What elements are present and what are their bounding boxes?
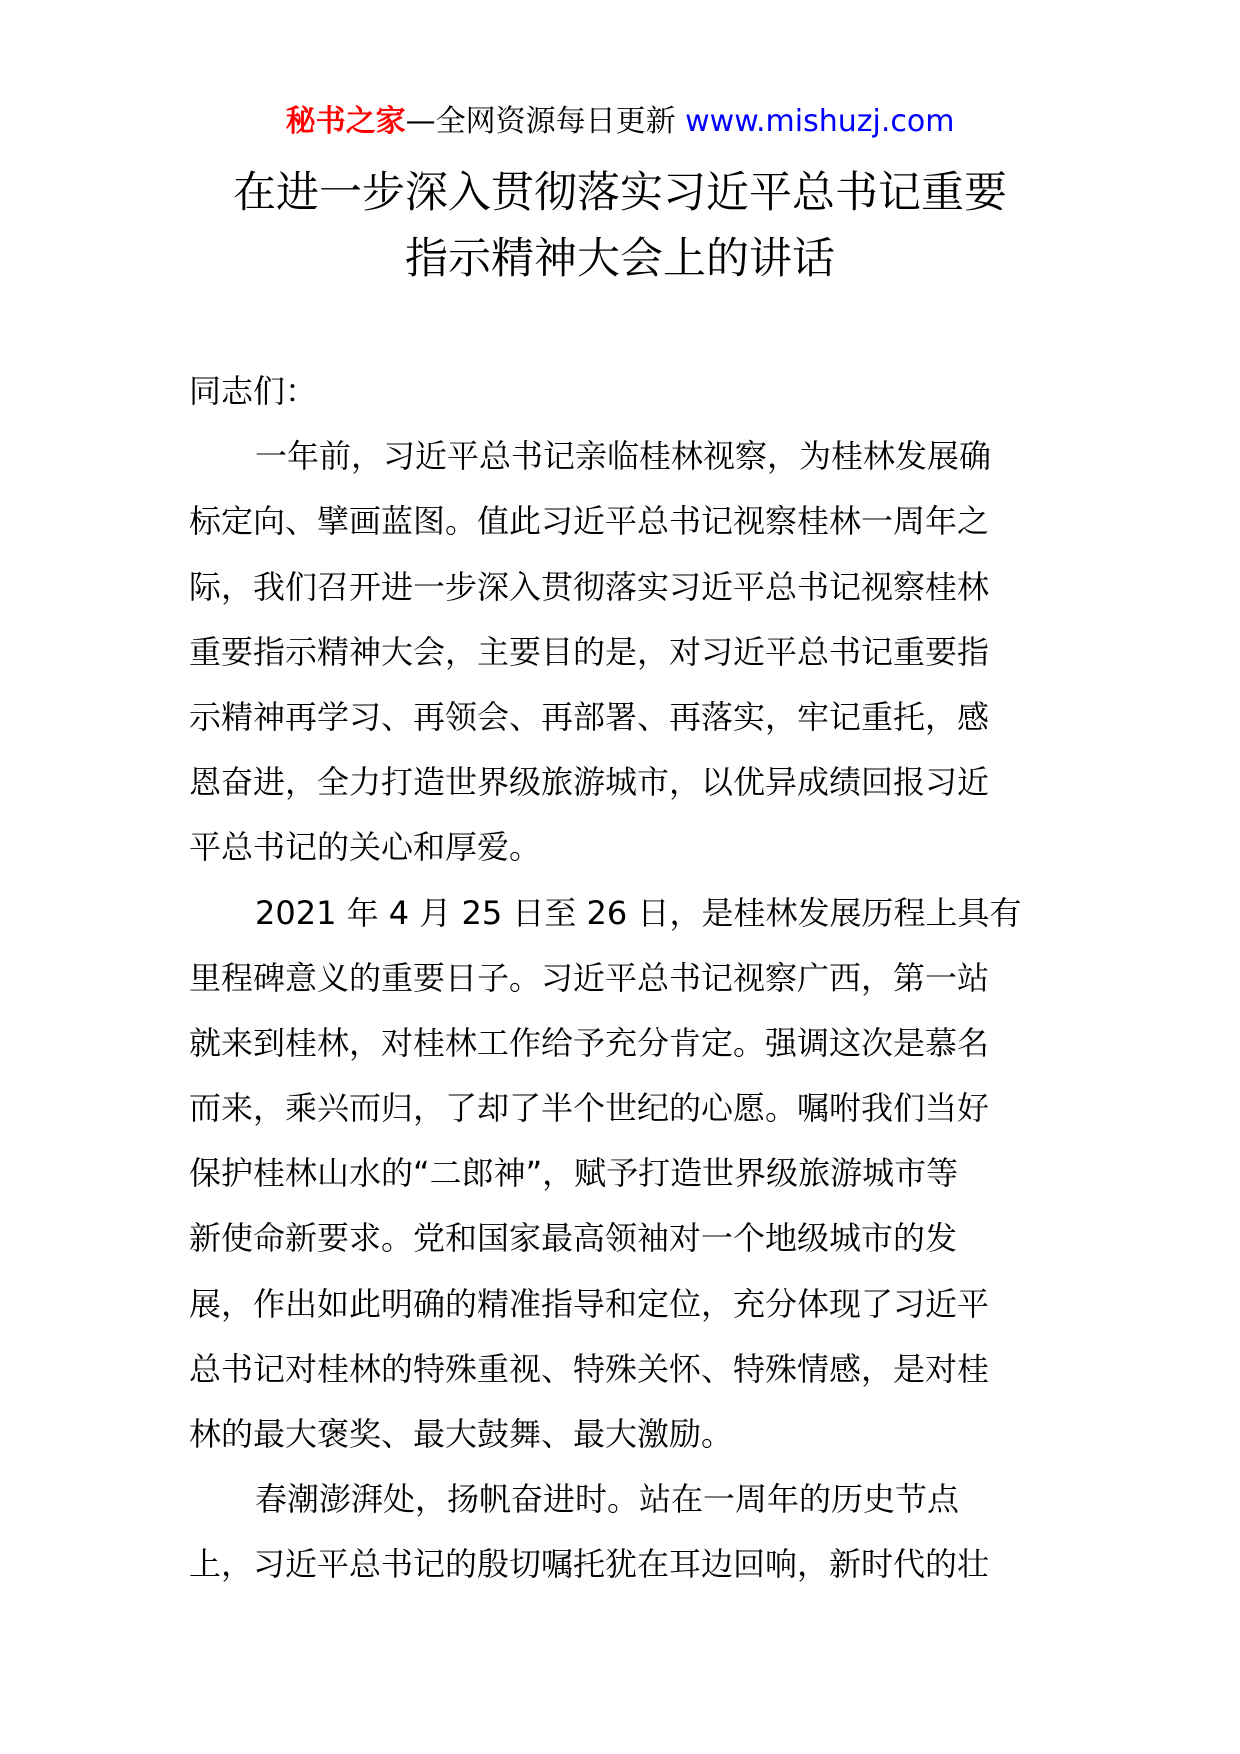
paragraph-line: 春潮澎湃处，扬帆奋进时。站在一周年的历史节点 bbox=[255, 1480, 960, 1519]
paragraph-line: 一年前，习近平总书记亲临桂林视察，为桂林发展确 bbox=[255, 437, 992, 476]
paragraph-line: 示精神再学习、再领会、再部署、再落实，牢记重托，感 bbox=[189, 697, 990, 736]
paragraph-line: 而来，乘兴而归，了却了半个世纪的心愿。嘱咐我们当好 bbox=[189, 1089, 990, 1128]
document-body bbox=[189, 359, 1059, 1598]
paragraph-line: 重要指示精神大会，主要目的是，对习近平总书记重要指 bbox=[189, 632, 990, 671]
document-title bbox=[0, 160, 1240, 292]
paragraph-line: 标定向、擘画蓝图。值此习近平总书记视察桂林一周年之 bbox=[189, 502, 990, 541]
paragraph-line: 就来到桂林，对桂林工作给予充分肯定。强调这次是慕名 bbox=[189, 1023, 990, 1062]
site-header bbox=[0, 102, 1240, 142]
title-line-1: 在进一步深入贯彻落实习近平总书记重要 bbox=[233, 168, 1007, 218]
header-tagline: —全网资源每日更新 bbox=[405, 104, 676, 139]
title-line-2: 指示精神大会上的讲话 bbox=[405, 234, 835, 284]
paragraph-line: 新使命新要求。党和国家最高领袖对一个地级城市的发 bbox=[189, 1219, 958, 1258]
salutation: 同志们： bbox=[189, 372, 318, 410]
paragraph-line: 上，习近平总书记的殷切嘱托犹在耳边回响，新时代的壮 bbox=[189, 1545, 990, 1584]
site-url-link[interactable]: www.mishuzj.com bbox=[685, 104, 955, 139]
paragraph-line: 总书记对桂林的特殊重视、特殊关怀、特殊情感，是对桂 bbox=[189, 1349, 990, 1388]
brand-name: 秘书之家 bbox=[285, 104, 406, 139]
paragraph-line: 展，作出如此明确的精准指导和定位，充分体现了习近平 bbox=[189, 1284, 990, 1323]
paragraph-line: 林的最大褒奖、最大鼓舞、最大激励。 bbox=[189, 1415, 734, 1453]
paragraph-line: 保护桂林山水的“二郎神”，赋予打造世界级旅游城市等 bbox=[189, 1154, 959, 1193]
paragraph-line: 里程碑意义的重要日子。习近平总书记视察广西，第一站 bbox=[189, 958, 990, 997]
paragraph-line: 平总书记的关心和厚爱。 bbox=[189, 828, 542, 867]
paragraph-line: 际，我们召开进一步深入贯彻落实习近平总书记视察桂林 bbox=[189, 567, 990, 606]
paragraph-line: 2021 年 4 月 25 日至 26 日，是桂林发展历程上具有 bbox=[255, 893, 1022, 932]
paragraph-line: 恩奋进，全力打造世界级旅游城市，以优异成绩回报习近 bbox=[189, 763, 990, 802]
